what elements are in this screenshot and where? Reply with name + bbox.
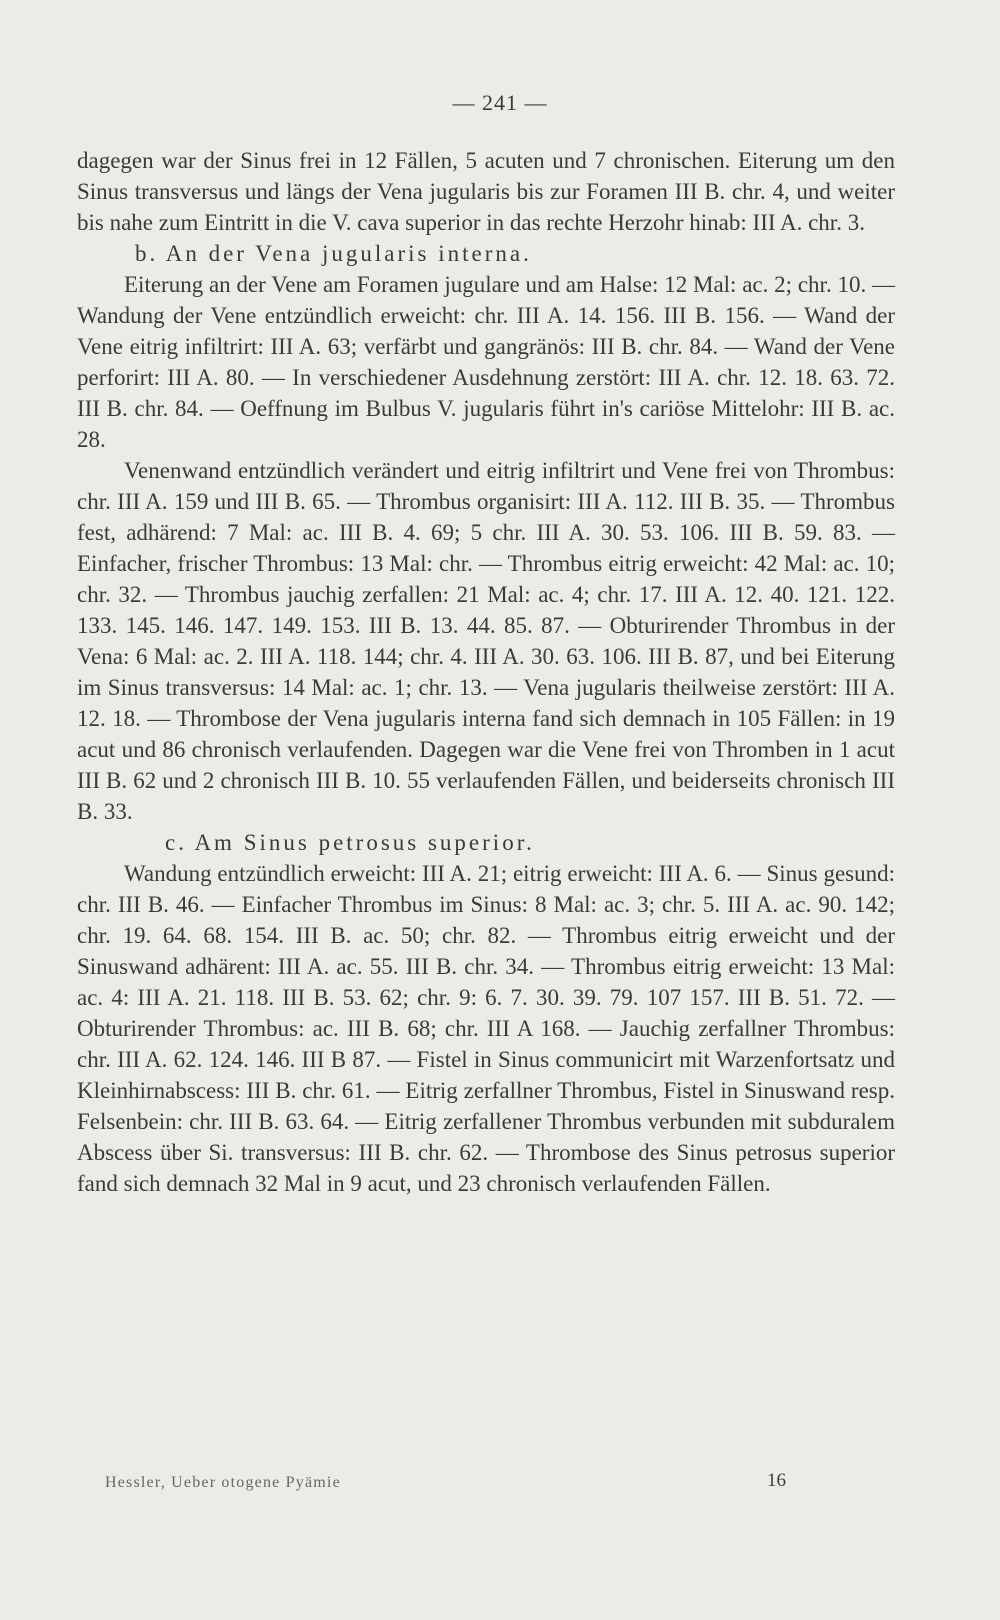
signature-mark: 16 xyxy=(767,1470,786,1491)
body-text xyxy=(77,145,895,1199)
section-heading: c. Am Sinus petrosus superior. xyxy=(165,830,535,855)
paragraph: Venenwand entzündlich verändert und eitrig infiltrirt und Vene frei von Thrombus: chr. III A. 159 und III B. 65. — Thrombus organisirt: III A. 112. III B. 35. — Thrombus fest, adhärend: 7 Mal: ac. III B. 4. 69; 5 chr. III A. 30. 53. 106. III B. 59. 83. — Einfacher, frischer Thrombus: 13 Mal: chr. — Thrombus eitrig erweicht: 42 Mal: ac. 10; chr. 32. — Thrombus jauchig zerfallen: 21 Mal: ac. 4; chr. 17. III A. 12. 40. 121. 122. 133. 145. 146. 147. 149. 153. III B. 13. 44. 85. 87. — Obturirender Thrombus in der Vena: 6 Mal: ac. 2. III A. 118. 144; chr. 4. III A. 30. 63. 106. III B. 87, und bei Eiterung im Sinus transversus: 14 Mal: ac. 1; chr. 13. — Vena jugularis theilweise zerstört: III A. 12. 18. — Thrombose der Vena jugularis interna fand sich demnach in 105 Fällen: in 19 acut und 86 chronisch verlaufenden. Dagegen war die Vene frei von Thromben in 1 acut III B. 62 und 2 chronisch III B. 10. 55 verlaufenden Fällen, und beiderseits chronisch III B. 33. xyxy=(77,458,895,824)
paragraph: Eiterung an der Vene am Foramen jugulare und am Halse: 12 Mal: ac. 2; chr. 10. — Wandung der Vene entzündlich erweicht: chr. III A. 14. 156. III B. 156. — Wand der Vene eitrig infiltrirt: III A. 63; verfärbt und gangränös: III B. chr. 84. — Wand der Vene perforirt: III A. 80. — In verschiedener Ausdehnung zerstört: III A. chr. 12. 18. 63. 72. III B. chr. 84. — Oeffnung im Bulbus V. jugularis führt in's cariöse Mittelohr: III B. ac. 28. xyxy=(77,272,895,452)
section-heading: b. An der Vena jugularis interna. xyxy=(135,241,532,266)
paragraph: Wandung entzündlich erweicht: III A. 21; eitrig erweicht: III A. 6. — Sinus gesund: chr. III B. 46. — Einfacher Thrombus im Sinus: 8 Mal: ac. 3; chr. 5. III A. ac. 90. 142; chr. 19. 64. 68. 154. III B. ac. 50; chr. 82. — Thrombus eitrig erweicht und der Sinuswand adhärent: III A. ac. 55. III B. chr. 34. — Thrombus eitrig erweicht: 13 Mal: ac. 4: III A. 21. 118. III B. 53. 62; chr. 9: 6. 7. 30. 39. 79. 107 157. III B. 51. 72. — Obturirender Thrombus: ac. III B. 68; chr. III A 168. — Jauchig zerfallner Thrombus: chr. III A. 62. 124. 146. III B 87. — Fistel in Sinus communicirt mit Warzenfortsatz und Kleinhirnabscess: III B. chr. 61. — Eitrig zerfallner Thrombus, Fistel in Sinuswand resp. Felsenbein: chr. III B. 63. 64. — Eitrig zerfallener Thrombus verbunden mit subduralem Abscess über Si. transversus: III B. chr. 62. — Thrombose des Sinus petrosus superior fand sich demnach 32 Mal in 9 acut, und 23 chronisch verlaufenden Fällen. xyxy=(77,861,895,1196)
paragraph: dagegen war der Sinus frei in 12 Fällen, 5 acuten und 7 chronischen. Eiterung um den Sinus transversus und längs der Vena jugularis bis zur Foramen III B. chr. 4, und weiter bis nahe zum Eintritt in die V. cava superior in das rechte Herzohr hinab: III A. chr. 3. xyxy=(77,148,895,235)
page-footer xyxy=(105,1470,786,1492)
page-number-header: — 241 — xyxy=(452,90,548,115)
running-title: Hessler, Ueber otogene Pyämie xyxy=(105,1474,341,1491)
